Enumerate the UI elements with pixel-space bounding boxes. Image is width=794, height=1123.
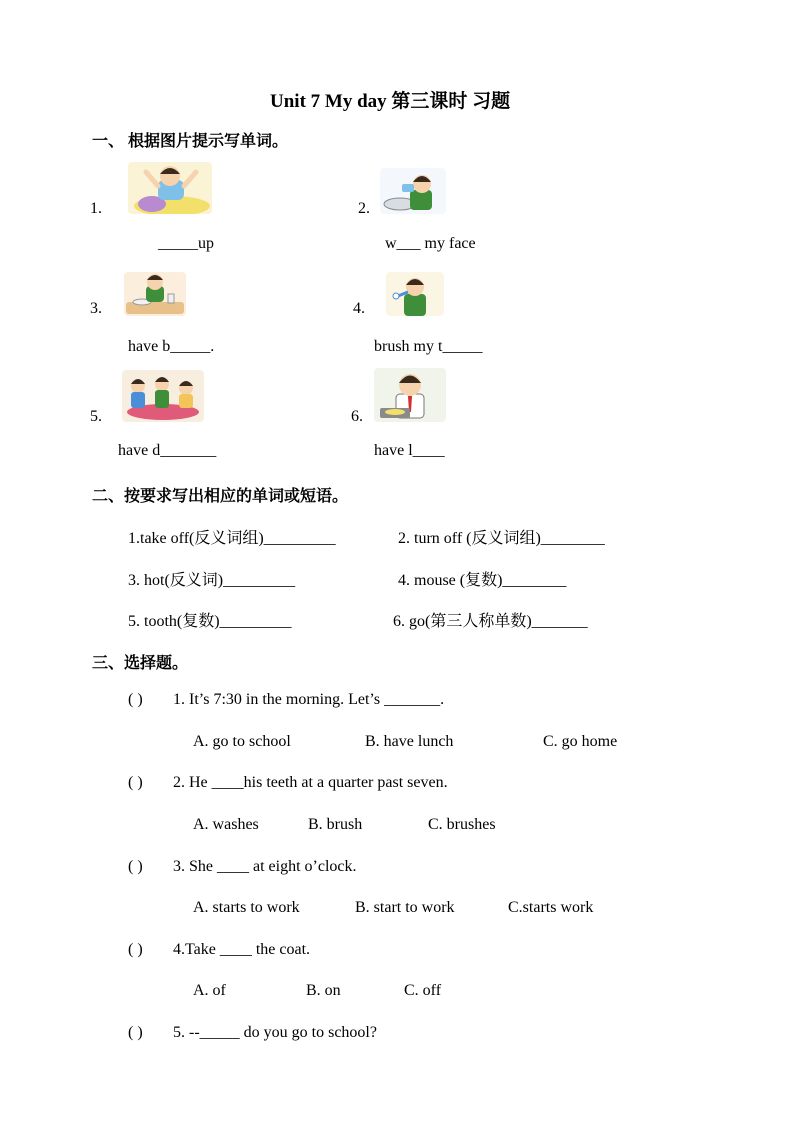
- section-2-item-5: 5. tooth(复数)_________: [128, 613, 292, 630]
- section-3-heading: 三、选择题。: [92, 655, 189, 672]
- item-2-number: 2.: [358, 200, 370, 217]
- question-4-stem: 4.Take ____ the coat.: [173, 941, 311, 958]
- question-4-option-a: A. of: [193, 982, 226, 999]
- question-3-stem: 3. She ____ at eight o’clock.: [173, 858, 357, 875]
- section-2-item-3: 3. hot(反义词)_________: [128, 572, 296, 589]
- question-2-stem: 2. He ____his teeth at a quarter past seven.: [173, 774, 448, 791]
- question-3-option-b: B. start to work: [355, 899, 455, 916]
- question-4-option-b: B. on: [306, 982, 341, 999]
- section-2-item-6: 6. go(第三人称单数)_______: [393, 613, 588, 630]
- item-6-number: 6.: [351, 408, 363, 425]
- question-1-option-a: A. go to school: [193, 733, 291, 750]
- item-5-text: have d_______: [118, 442, 217, 459]
- item-4-text: brush my t_____: [374, 338, 483, 355]
- item-3-text: have b_____.: [128, 338, 215, 355]
- question-1-option-c: C. go home: [543, 733, 618, 750]
- item-4-number: 4.: [353, 300, 365, 317]
- item-6-text: have l____: [374, 442, 445, 459]
- question-2-option-a: A. washes: [193, 816, 259, 833]
- question-2-option-b: B. brush: [308, 816, 363, 833]
- family-dinner-icon: [122, 370, 204, 422]
- question-1-stem: 1. It’s 7:30 in the morning. Let’s _______.: [173, 691, 445, 708]
- question-5-stem: 5. --_____ do you go to school?: [173, 1024, 377, 1041]
- question-4-bracket: ( ): [128, 941, 143, 958]
- boy-eating-breakfast-icon: [124, 272, 186, 316]
- boy-washing-face-icon: [380, 168, 446, 214]
- boy-brushing-teeth-icon: [386, 272, 444, 316]
- section-2-heading: 二、按要求写出相应的单词或短语。: [92, 488, 349, 505]
- boy-eating-lunch-icon: [374, 368, 446, 422]
- question-3-option-a: A. starts to work: [193, 899, 300, 916]
- question-4-option-c: C. off: [404, 982, 442, 999]
- item-1-text: _____up: [158, 235, 214, 252]
- question-1-bracket: ( ): [128, 691, 143, 708]
- boy-waking-up-icon: [128, 162, 212, 214]
- section-2-item-4: 4. mouse (复数)________: [398, 572, 567, 589]
- question-2-bracket: ( ): [128, 774, 143, 791]
- section-2-item-2: 2. turn off (反义词组)________: [398, 530, 605, 547]
- item-3-number: 3.: [90, 300, 102, 317]
- item-5-number: 5.: [90, 408, 102, 425]
- question-5-bracket: ( ): [128, 1024, 143, 1041]
- item-2-text: w___ my face: [385, 235, 476, 252]
- section-1-heading: 一、 根据图片提示写单词。: [92, 133, 289, 150]
- question-3-bracket: ( ): [128, 858, 143, 875]
- section-2-item-1: 1.take off(反义词组)_________: [128, 530, 336, 547]
- question-2-option-c: C. brushes: [428, 816, 496, 833]
- item-1-number: 1.: [90, 200, 102, 217]
- question-3-option-c: C.starts work: [508, 899, 594, 916]
- question-1-option-b: B. have lunch: [365, 733, 454, 750]
- page-title: Unit 7 My day 第三课时 习题: [270, 91, 511, 112]
